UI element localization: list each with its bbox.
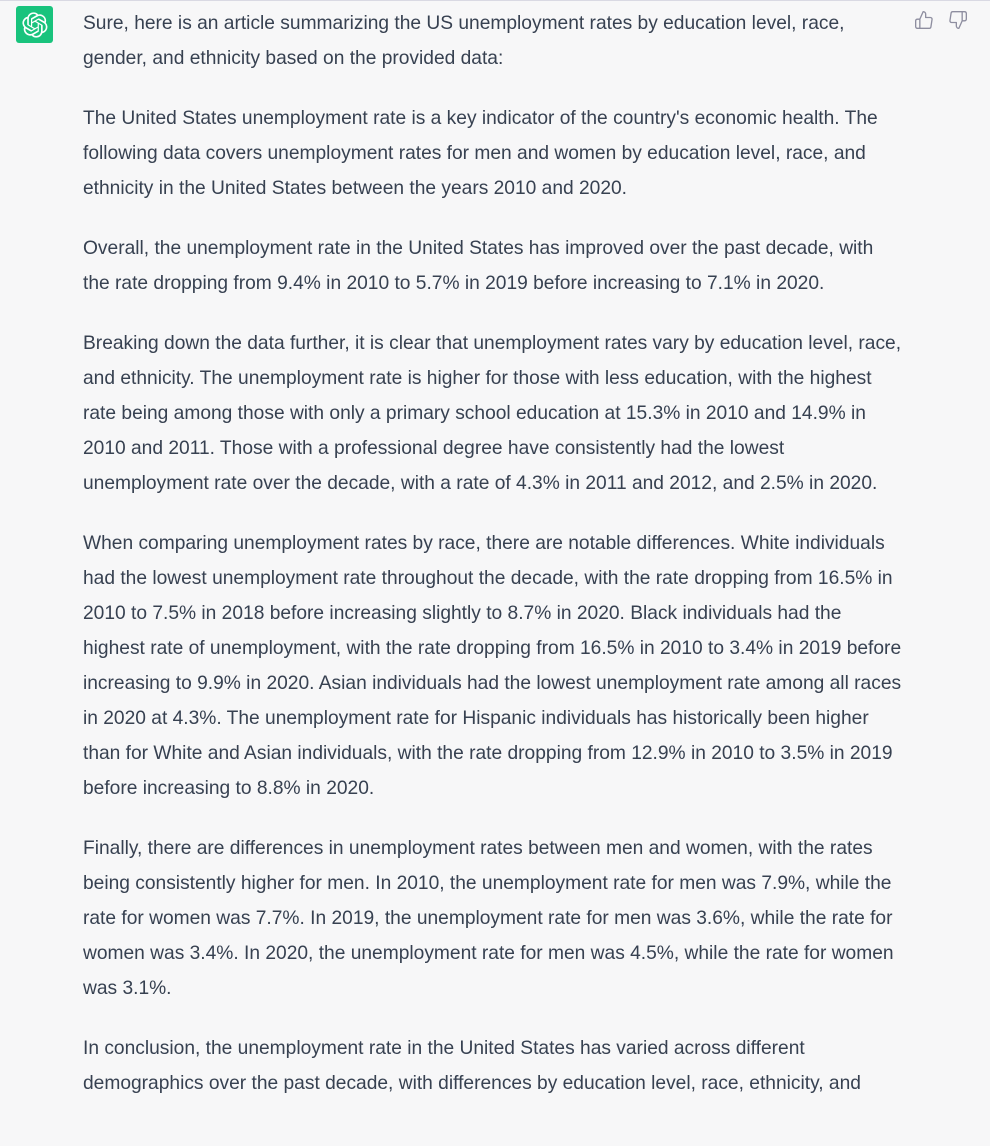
top-divider <box>0 0 990 1</box>
paragraph: Overall, the unemployment rate in the United States has improved over the past decade, with the rate dropping from 9.4% in 2010 to 5.7% in 2019 before increasing to 7.1% in 2020. <box>83 238 874 294</box>
thumbs-down-icon <box>948 10 968 30</box>
assistant-message <box>83 6 903 1126</box>
thumbs-up-icon <box>914 10 934 30</box>
paragraph: Finally, there are differences in unemployment rates between men and women, with the rates being consistently higher for men. In 2010, the unemployment rate for men was 7.9%, while the rate for women was 7.7%. In 2019, the unemployment rate for men was 3.6%, while the rate for women was 3.4%. In 2020, the unemployment rate for men was 4.5%, while the rate for women was 3.1%. <box>83 838 894 999</box>
openai-logo-icon <box>22 12 48 38</box>
like-button[interactable] <box>912 8 936 32</box>
paragraph: When comparing unemployment rates by race, there are notable differences. White individuals had the lowest unemployment rate throughout the decade, with the rate dropping from 16.5% in 2010 to 7.5% in 2018 before increasing slightly to 8.7% in 2020. Black individuals had the highest rate of unemployment, with the rate dropping from 16.5% in 2010 to 3.4% in 2019 before increasing to 9.9% in 2020. Asian individuals had the lowest unemployment rate among all races in 2020 at 4.3%. The unemployment rate for Hispanic individuals has historically been higher than for White and Asian individuals, with the rate dropping from 12.9% in 2010 to 3.5% in 2019 before increasing to 8.8% in 2020. <box>83 533 902 799</box>
message-actions <box>912 8 970 32</box>
paragraph: In conclusion, the unemployment rate in the United States has varied across different demographics over the past decade, with differences by education level, race, ethnicity, and <box>83 1038 861 1094</box>
paragraph: The United States unemployment rate is a key indicator of the country's economic health. The following data covers unemployment rates for men and women by education level, race, and ethnicity in the United States between the years 2010 and 2020. <box>83 108 878 199</box>
dislike-button[interactable] <box>946 8 970 32</box>
paragraph: Breaking down the data further, it is clear that unemployment rates vary by education level, race, and ethnicity. The unemployment rate is higher for those with less education, with the highest rate being among those with only a primary school education at 15.3% in 2010 and 14.9% in 2010 and 2011. Those with a professional degree have consistently had the lowest unemployment rate over the decade, with a rate of 4.3% in 2011 and 2012, and 2.5% in 2020. <box>83 333 902 494</box>
paragraph: Sure, here is an article summarizing the US unemployment rates by education level, race, gender, and ethnicity based on the provided data: <box>83 13 845 69</box>
assistant-avatar <box>16 6 53 43</box>
